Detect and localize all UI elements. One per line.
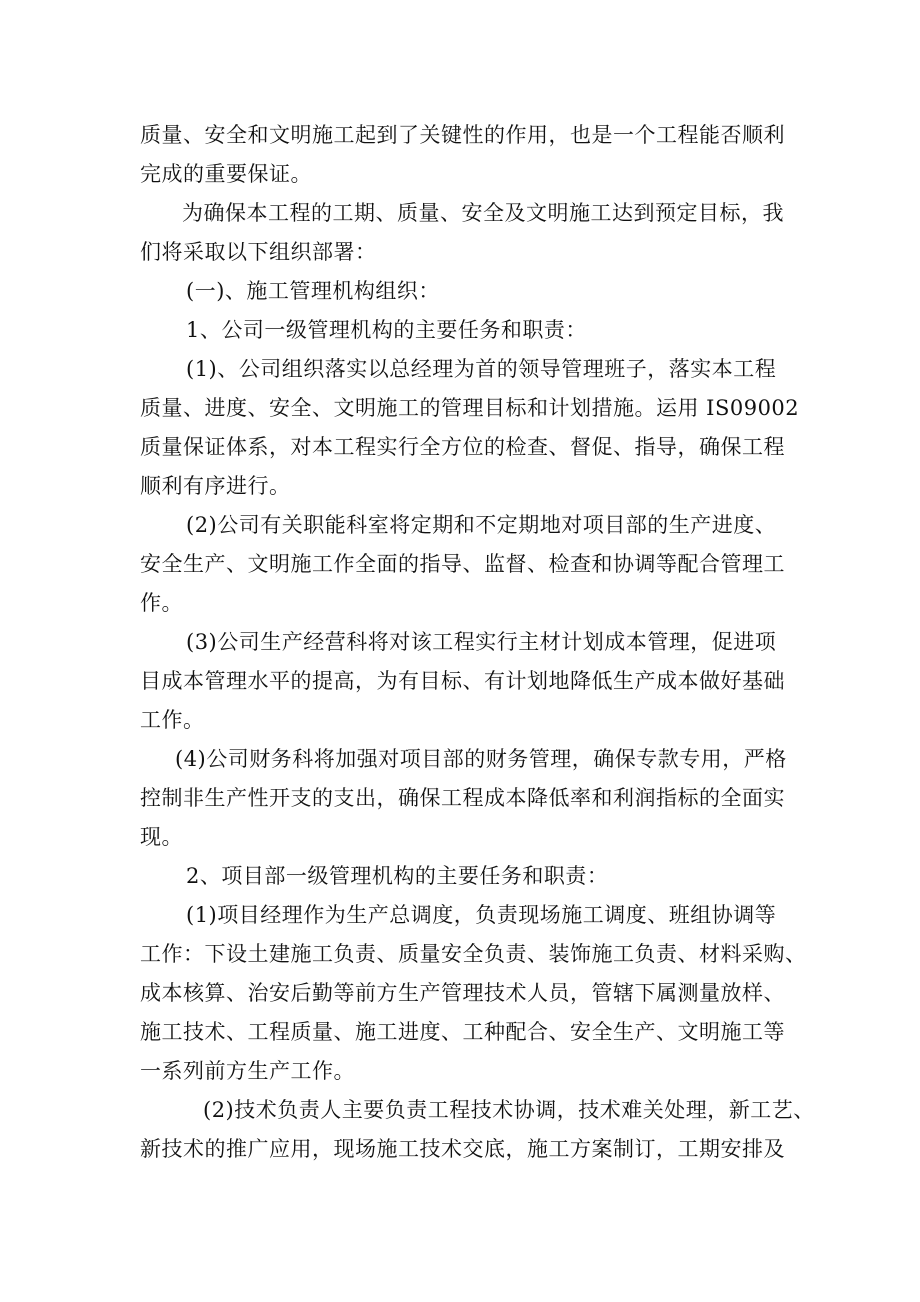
text-line: 一系列前方生产工作。	[140, 1059, 355, 1083]
text-line: 顺利有序进行。	[140, 474, 291, 498]
text-line: 工作。	[140, 708, 205, 732]
text-line: 们将采取以下组织部署：	[140, 240, 377, 264]
text-line: 质量保证体系，对本工程实行全方位的检查、督促、指导，确保工程	[140, 435, 785, 459]
text-line: 安全生产、文明施工作全面的指导、监督、检查和协调等配合管理工	[140, 552, 785, 576]
text-line: 控制非生产性开支的支出，确保工程成本降低率和利润指标的全面实	[140, 786, 785, 810]
subsection-heading: 1、公司一级管理机构的主要任务和职责：	[186, 318, 587, 342]
text-line: 质量、安全和文明施工起到了关键性的作用，也是一个工程能否顺利	[140, 123, 785, 147]
text-line: (1)项目经理作为生产总调度，负责现场施工调度、班组协调等	[186, 903, 777, 927]
text-line: 现。	[140, 825, 183, 849]
section-heading: (一)、施工管理机构组织：	[186, 279, 440, 303]
text-line: 质量、进度、安全、文明施工的管理目标和计划措施。运用 IS09002	[140, 396, 800, 420]
text-line: 目成本管理水平的提高，为有目标、有计划地降低生产成本做好基础	[140, 669, 785, 693]
subsection-heading: 2、项目部一级管理机构的主要任务和职责：	[186, 864, 609, 888]
body-text	[140, 116, 815, 1169]
text-line: (3)公司生产经营科将对该工程实行主材计划成本管理，促进项	[186, 630, 777, 654]
text-line: (4)公司财务科将加强对项目部的财务管理，确保专款专用，严格	[175, 747, 787, 771]
text-line: (2)技术负责人主要负责工程技术协调，技术难关处理，新工艺、	[203, 1098, 815, 1122]
text-line: 施工技术、工程质量、施工进度、工种配合、安全生产、文明施工等	[140, 1020, 785, 1044]
text-line: 成本核算、治安后勤等前方生产管理技术人员，管辖下属测量放样、	[140, 981, 785, 1005]
text-line: (2)公司有关职能科室将定期和不定期地对项目部的生产进度、	[186, 513, 777, 537]
text-line: 作。	[140, 591, 183, 615]
text-line: (1)、公司组织落实以总经理为首的领导管理班子，落实本工程	[186, 357, 777, 381]
text-line: 新技术的推广应用，现场施工技术交底，施工方案制订，工期安排及	[140, 1137, 785, 1161]
text-line: 工作：下设土建施工负责、质量安全负责、装饰施工负责、材料采购、	[140, 942, 807, 966]
text-line: 完成的重要保证。	[140, 162, 312, 186]
text-line: 为确保本工程的工期、质量、安全及文明施工达到预定目标，我	[182, 201, 784, 225]
